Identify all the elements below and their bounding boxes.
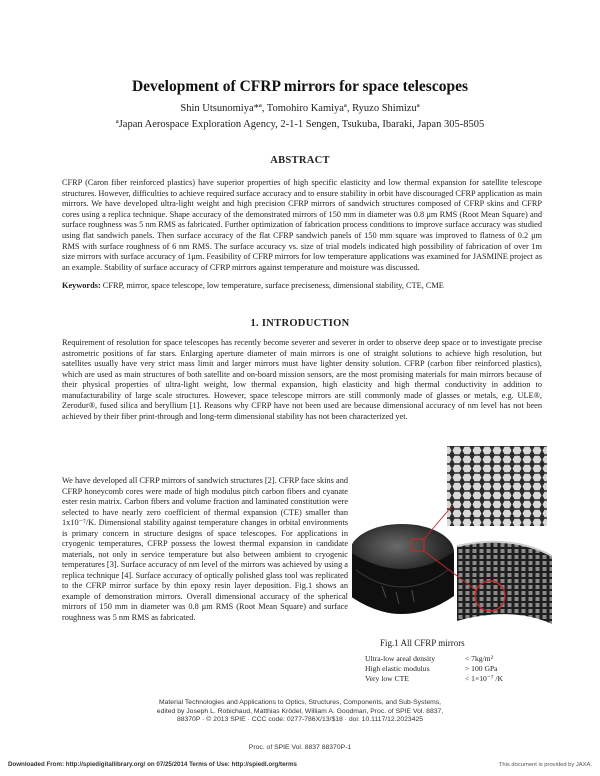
intro-heading: 1. INTRODUCTION bbox=[250, 318, 350, 329]
figure-1-cfrp-mirrors bbox=[352, 446, 552, 636]
abstract-heading: ABSTRACT bbox=[270, 155, 330, 166]
footer-line-3: 88370P · © 2013 SPIE · CCC code: 0277-786X/13/$18 · doi: 10.1117/12.2023425 bbox=[176, 716, 424, 724]
paper-title: Development of CFRP mirrors for space telescopes bbox=[131, 78, 469, 95]
keywords-text: CFRP, mirror, space telescope, low temperature, surface preciseness, dimensional stability, CTE, CME bbox=[100, 281, 444, 290]
intro-paragraph-1: Requirement of resolution for space telescopes has recently become severer and severer in order to observe deep space or to investigate precise astrometric positions of far stars. Enlarging aperture diameter of main mirrors is one of straight solutions to achieve high resolution, but satellites usually have very strict mass limit and larger mirrors must have lighter density solution. CFRP (carbon fiber reinforced plastics), which are used as main structures of both satellite and on-board mission sensors, are the most promising materials for main mirrors because of their physical properties of ultra-light weight, low thermal expansion, high elasticity and high thermal conductivity in addition to manufacturability of large scale structures. However, space telescope mirrors are still commonly made of glasses or metals, e.g. ULE®, Zerodur®, fused silica and beryllium [1]. Reasons why CFRP have not been used are because dimensional accuracy of nm level has not been achieved by their fiber print-through and long-term dimensional stability has not been characterized yet. bbox=[62, 338, 542, 421]
abstract-text: CFRP (Caron fiber reinforced plastics) have superior properties of high specific elasticity and low thermal expansion for satellite telescope structures. However, difficulties to achieve required surface accuracy and to ensure stability in orbit have discouraged CFRP application as main mirrors. We have developed ultra-light weight and high precision CFRP mirrors of sandwich structures composed of CFRP skins and CFRP cores using a replica technique. Shape accuracy of the demonstrated mirrors of 150 mm in diameter was 0.8 μm RMS (Root Mean Square) and surface roughness was 5 nm RMS as fabricated. Further optimization of fabrication process conditions to improve surface accuracy was studied using flat sandwich panels. Then surface accuracy of the flat CFRP sandwich panels of 150 mm square was improved to flatness of 0.2 μm RMS with surface roughness of 6 nm RMS. The surface accuracy vs. size of trial models indicated high possibility of fabrication of over 1m size mirrors with surface accuracy of 1μm. Feasibility of CFRP mirrors for low temperature applications was examined for JASMINE project as an example. Stability of surface accuracy of CFRP mirrors against temperature and moisture was discussed. bbox=[62, 178, 542, 272]
keywords bbox=[62, 281, 542, 292]
intro-paragraph-2: We have developed all CFRP mirrors of sandwich structures [2]. CFRP face skins and CFRP honeycomb cores were made of high modulus pitch carbon fibers and cyanate ester resin matrix. Carbon fibers and volume fraction and laminated constitution were selected to have nearly zero coefficient of thermal expansion (CTE) smaller than 1x10⁻⁷/K. Dimensional stability against temperature changes in orbital environments is primary concern in structure designs of space telescopes. For applications in cryogenic temperatures, CFRP possess the lowest thermal expansion in candidate materials, not only in service temperature but also between ambient to cryogenic temperatures [3]. Surface accuracy of nm level of the mirrors was achieved by using a replica technique [4]. Surface accuracy of optically polished glass tool was replicated to the CFRP mirror surface by thin epoxy resin layer deposition. Fig.1 shows an example of demonstration mirrors. Overall dimensional accuracy of the spherical mirrors of 150 mm in diameter was 0.8 μm RMS (Root Mean Square) and surface roughness was 5 nm RMS as fabricated. bbox=[62, 476, 348, 622]
page-info: Proc. of SPIE Vol. 8837 88370P-1 bbox=[248, 744, 352, 751]
download-note: Downloaded From: http://spiedigitallibrary.org/ on 07/25/2014 Terms of Use: http://spiedl.org/terms bbox=[8, 761, 297, 768]
property-name: High elastic modulus bbox=[365, 664, 430, 674]
affiliation: ªJapan Aerospace Exploration Agency, 2-1-1 Sengen, Tsukuba, Ibaraki, Japan 305-8505 bbox=[115, 119, 485, 130]
property-name: Ultra-low areal density bbox=[365, 654, 436, 663]
figure-caption: Fig.1 All CFRP mirrors bbox=[380, 638, 465, 648]
author-list: Shin Utsunomiya*ª, Tomohiro Kamiyaª, Ryuzo Shimizuª bbox=[180, 103, 420, 114]
property-value: > 100 GPa bbox=[465, 664, 498, 674]
property-row bbox=[365, 664, 545, 674]
publication-footer bbox=[0, 699, 600, 725]
property-name: Very low CTE bbox=[365, 674, 409, 684]
provided-note: This document is provided by JAXA. bbox=[498, 762, 592, 768]
properties-table bbox=[365, 654, 545, 685]
property-row bbox=[365, 654, 545, 664]
footer-line-1: Material Technologies and Applications to Optics, Structures, Components, and Sub-Systems, bbox=[158, 699, 442, 706]
sandwich-core-view bbox=[457, 542, 552, 624]
property-row bbox=[365, 674, 545, 684]
property-value: < 7kg/m² bbox=[465, 654, 493, 663]
footer-line-2: edited by Joseph L. Robichaud, Matthias Krödel, William A. Goodman, Proc. of SPIE Vol. 8837, bbox=[156, 707, 444, 715]
honeycomb-closeup bbox=[447, 446, 547, 526]
property-value: < 1×10⁻⁷ /K bbox=[465, 674, 504, 684]
keywords-label: Keywords: bbox=[62, 281, 101, 290]
